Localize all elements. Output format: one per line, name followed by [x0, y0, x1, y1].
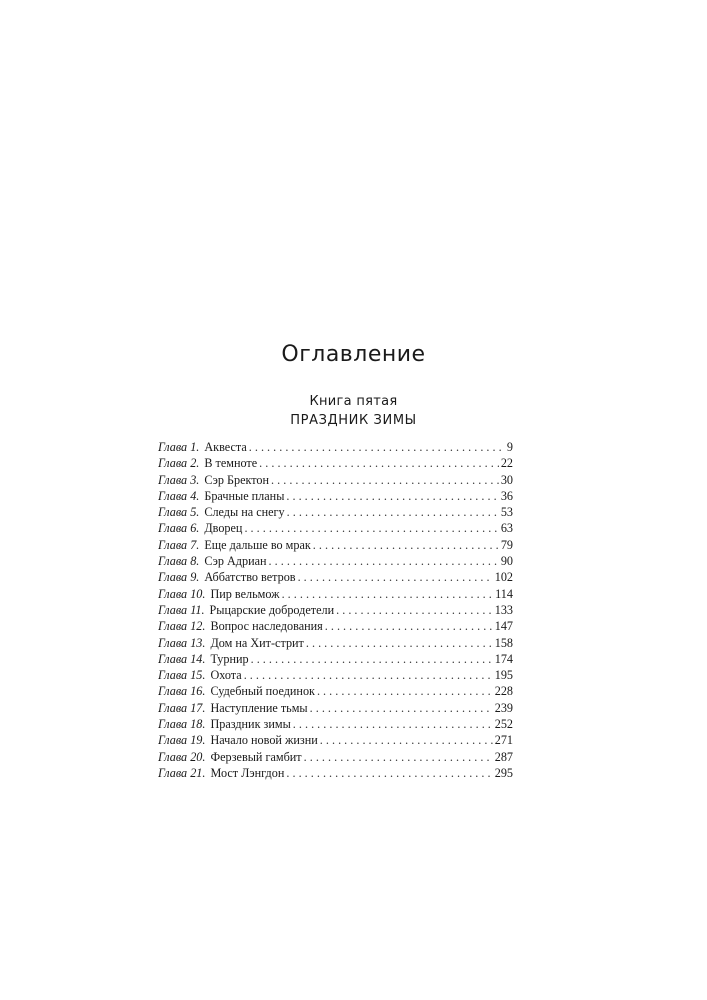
chapter-title: Наступление тьмы: [210, 700, 308, 715]
page-number: 90: [500, 554, 513, 569]
chapter-label: Глава 16.: [158, 684, 206, 699]
dot-leader: [249, 439, 505, 455]
dot-leader: [298, 569, 493, 585]
toc-entry: [158, 455, 513, 471]
toc-entry: [158, 749, 513, 765]
chapter-label: Глава 11.: [158, 602, 205, 617]
page-number: 287: [494, 749, 513, 764]
chapter-label: Глава 3.: [158, 472, 200, 487]
chapter-title: Сэр Бректон: [204, 472, 270, 487]
page-number: 239: [494, 700, 513, 715]
chapter-title: Пир вельмож: [210, 586, 280, 601]
book-title: ПРАЗДНИК ЗИМЫ: [290, 413, 417, 428]
toc-list: [158, 439, 513, 781]
toc-entry: [158, 504, 513, 520]
dot-leader: [325, 618, 493, 634]
dot-leader: [244, 667, 493, 683]
page-number: 9: [506, 440, 513, 454]
chapter-title: Турнир: [210, 651, 249, 666]
chapter-title: Мост Лэнгдон: [210, 765, 285, 780]
toc-entry: [158, 683, 513, 699]
dot-leader: [313, 537, 499, 553]
chapter-label: Глава 10.: [158, 586, 206, 601]
dot-leader: [293, 716, 493, 732]
page-number: 63: [500, 521, 513, 536]
chapter-title: Брачные планы: [204, 488, 285, 503]
chapter-label: Глава 12.: [158, 619, 206, 634]
dot-leader: [336, 602, 493, 618]
dot-leader: [286, 488, 498, 504]
page-number: 295: [494, 765, 513, 780]
toc-entry: [158, 667, 513, 683]
page-number: 102: [494, 570, 513, 585]
chapter-label: Глава 15.: [158, 668, 206, 683]
chapter-title: Дом на Хит-стрит: [210, 635, 304, 650]
toc-entry: [158, 700, 513, 716]
chapter-title: Вопрос наследования: [210, 619, 323, 634]
chapter-title: Праздник зимы: [210, 717, 291, 732]
chapter-label: Глава 4.: [158, 488, 200, 503]
dot-leader: [286, 765, 492, 781]
page-number: 53: [500, 505, 513, 520]
page-number: 147: [494, 619, 513, 634]
toc-entry: [158, 602, 513, 618]
toc-entry: [158, 520, 513, 536]
page-number: 174: [494, 651, 513, 666]
page-number: 36: [500, 488, 513, 503]
toc-entry: [158, 553, 513, 569]
chapter-title: Аббатство ветров: [204, 570, 296, 585]
chapter-label: Глава 7.: [158, 537, 200, 552]
chapter-label: Глава 14.: [158, 651, 206, 666]
chapter-title: Рыцарские добродетели: [209, 602, 335, 617]
dot-leader: [251, 651, 493, 667]
chapter-title: Ферзевый гамбит: [210, 749, 302, 764]
chapter-label: Глава 8.: [158, 554, 200, 569]
chapter-title: Аквеста: [204, 440, 247, 454]
toc-entry: [158, 586, 513, 602]
page-number: 114: [495, 586, 513, 601]
dot-leader: [244, 520, 498, 536]
toc-heading: Оглавление: [281, 342, 426, 367]
dot-leader: [259, 455, 499, 471]
chapter-label: Глава 6.: [158, 521, 200, 536]
chapter-label: Глава 19.: [158, 733, 206, 748]
chapter-title: Сэр Адриан: [204, 554, 267, 569]
dot-leader: [310, 700, 493, 716]
toc-entry: [158, 472, 513, 488]
toc-entry: [158, 488, 513, 504]
chapter-title: Еще дальше во мрак: [204, 537, 311, 552]
chapter-label: Глава 18.: [158, 717, 206, 732]
chapter-title: Судебный поединок: [210, 684, 315, 699]
dot-leader: [282, 586, 494, 602]
toc-entry: [158, 732, 513, 748]
dot-leader: [287, 504, 499, 520]
chapter-label: Глава 13.: [158, 635, 206, 650]
page-number: 133: [494, 602, 513, 617]
chapter-title: В темноте: [204, 456, 258, 471]
dot-leader: [320, 732, 493, 748]
page-number: 158: [494, 635, 513, 650]
chapter-label: Глава 2.: [158, 456, 200, 471]
toc-entry: [158, 618, 513, 634]
chapter-label: Глава 5.: [158, 505, 200, 520]
book-label: Книга пятая: [309, 394, 398, 409]
page-number: 228: [494, 684, 513, 699]
dot-leader: [271, 472, 499, 488]
toc-entry: [158, 537, 513, 553]
toc-entry: [158, 635, 513, 651]
chapter-label: Глава 21.: [158, 765, 206, 780]
dot-leader: [269, 553, 499, 569]
chapter-title: Следы на снегу: [204, 505, 285, 520]
dot-leader: [317, 683, 493, 699]
dot-leader: [304, 749, 493, 765]
chapter-title: Охота: [210, 668, 242, 683]
page-number: 195: [494, 668, 513, 683]
toc-entry: [158, 439, 513, 455]
page-number: 22: [500, 456, 513, 471]
page-number: 252: [494, 717, 513, 732]
chapter-label: Глава 17.: [158, 700, 206, 715]
toc-entry: [158, 716, 513, 732]
chapter-label: Глава 1.: [158, 440, 200, 454]
page-number: 30: [500, 472, 513, 487]
chapter-title: Начало новой жизни: [210, 733, 318, 748]
chapter-label: Глава 20.: [158, 749, 206, 764]
toc-entry: [158, 569, 513, 585]
page-number: 271: [494, 733, 513, 748]
page-number: 79: [500, 537, 513, 552]
dot-leader: [306, 635, 493, 651]
toc-entry: [158, 651, 513, 667]
chapter-title: Дворец: [204, 521, 243, 536]
chapter-label: Глава 9.: [158, 570, 200, 585]
toc-entry: [158, 765, 513, 781]
